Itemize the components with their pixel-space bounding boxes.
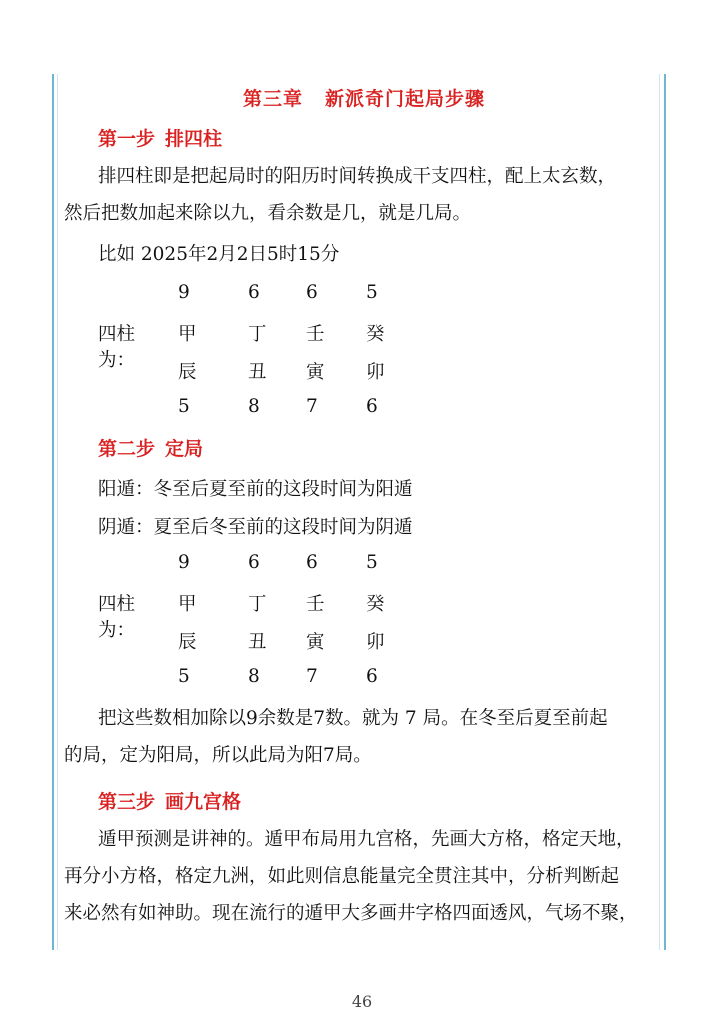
table-cell: 5 — [178, 396, 190, 417]
right-border-line-inner — [659, 74, 660, 950]
table-cell: 卯 — [366, 362, 385, 383]
table-cell: 壬 — [306, 324, 325, 345]
left-border-line — [52, 74, 54, 950]
table-cell: 7 — [306, 396, 318, 417]
step2-yin-definition: 阴遁：夏至后冬至前的这段时间为阴遁 — [98, 517, 413, 538]
chapter-number: 第三章 — [242, 88, 303, 110]
right-border-line — [664, 74, 666, 950]
table-cell: 癸 — [366, 594, 385, 615]
step2-paragraph — [64, 700, 608, 774]
table-cell: 丑 — [248, 632, 267, 653]
table-cell: 8 — [248, 666, 260, 687]
table-cell: 6 — [366, 666, 378, 687]
step3-para-line3: 来必然有如神助。现在流行的遁甲大多画井字格四面透风，气场不聚， — [64, 903, 638, 924]
step3-para-line1: 遁甲预测是讲神的。遁甲布局用九宫格，先画大方格，格定天地， — [98, 829, 635, 850]
step3-paragraph — [64, 821, 638, 932]
table-cell: 甲 — [178, 594, 197, 615]
table-cell: 癸 — [366, 324, 385, 345]
table-cell: 8 — [248, 396, 260, 417]
step2-title: 定局 — [165, 438, 204, 460]
table-cell: 5 — [178, 666, 190, 687]
page-number: 46 — [351, 992, 373, 1011]
left-border-line-inner — [57, 74, 58, 950]
table-cell: 6 — [248, 282, 260, 303]
table-cell: 丁 — [248, 594, 267, 615]
table-cell: 6 — [366, 396, 378, 417]
step1-example: 比如 2025年2月2日5时15分 — [98, 244, 340, 265]
pillar-label: 四柱为： — [98, 324, 136, 371]
step1-para-line1: 排四柱即是把起局时的阳历时间转换成干支四柱，配上太玄数， — [98, 166, 617, 187]
chapter-heading — [64, 84, 664, 111]
table-cell: 5 — [366, 552, 378, 573]
table-cell: 5 — [366, 282, 378, 303]
table-cell: 辰 — [178, 632, 197, 653]
table-cell: 甲 — [178, 324, 197, 345]
step2-para-line2: 的局，定为阳局，所以此局为阳7局。 — [64, 745, 372, 766]
step3-label: 第三步 — [98, 791, 156, 813]
step3-heading — [98, 787, 241, 814]
table-cell: 辰 — [178, 362, 197, 383]
table-cell: 9 — [178, 282, 190, 303]
table-cell: 寅 — [306, 362, 325, 383]
step2-heading — [98, 434, 203, 461]
step1-heading — [98, 124, 222, 151]
step1-para-line2: 然后把数加起来除以九，看余数是几，就是几局。 — [64, 203, 472, 224]
step2-para-line1: 把这些数相加除以9余数是7数。就为 7 局。在冬至后夏至前起 — [98, 708, 608, 729]
table-cell: 寅 — [306, 632, 325, 653]
step2-label: 第二步 — [98, 438, 156, 460]
table-cell: 丁 — [248, 324, 267, 345]
table-cell: 6 — [248, 552, 260, 573]
table-cell: 壬 — [306, 594, 325, 615]
step2-yang-definition: 阳遁：冬至后夏至前的这段时间为阳遁 — [98, 479, 413, 500]
table-cell: 卯 — [366, 632, 385, 653]
step3-para-line2: 再分小方格，格定九洲，如此则信息能量完全贯注其中，分析判断起 — [64, 866, 620, 887]
table-cell: 9 — [178, 552, 190, 573]
step1-label: 第一步 — [98, 128, 156, 150]
table-cell: 丑 — [248, 362, 267, 383]
table-cell: 6 — [306, 552, 318, 573]
table-cell: 7 — [306, 666, 318, 687]
chapter-title: 新派奇门起局步骤 — [325, 88, 486, 110]
pillar-label: 四柱为： — [98, 594, 136, 641]
step1-title: 排四柱 — [165, 128, 223, 150]
step3-title: 画九宫格 — [165, 791, 242, 813]
step1-paragraph — [64, 158, 616, 232]
table-cell: 6 — [306, 282, 318, 303]
